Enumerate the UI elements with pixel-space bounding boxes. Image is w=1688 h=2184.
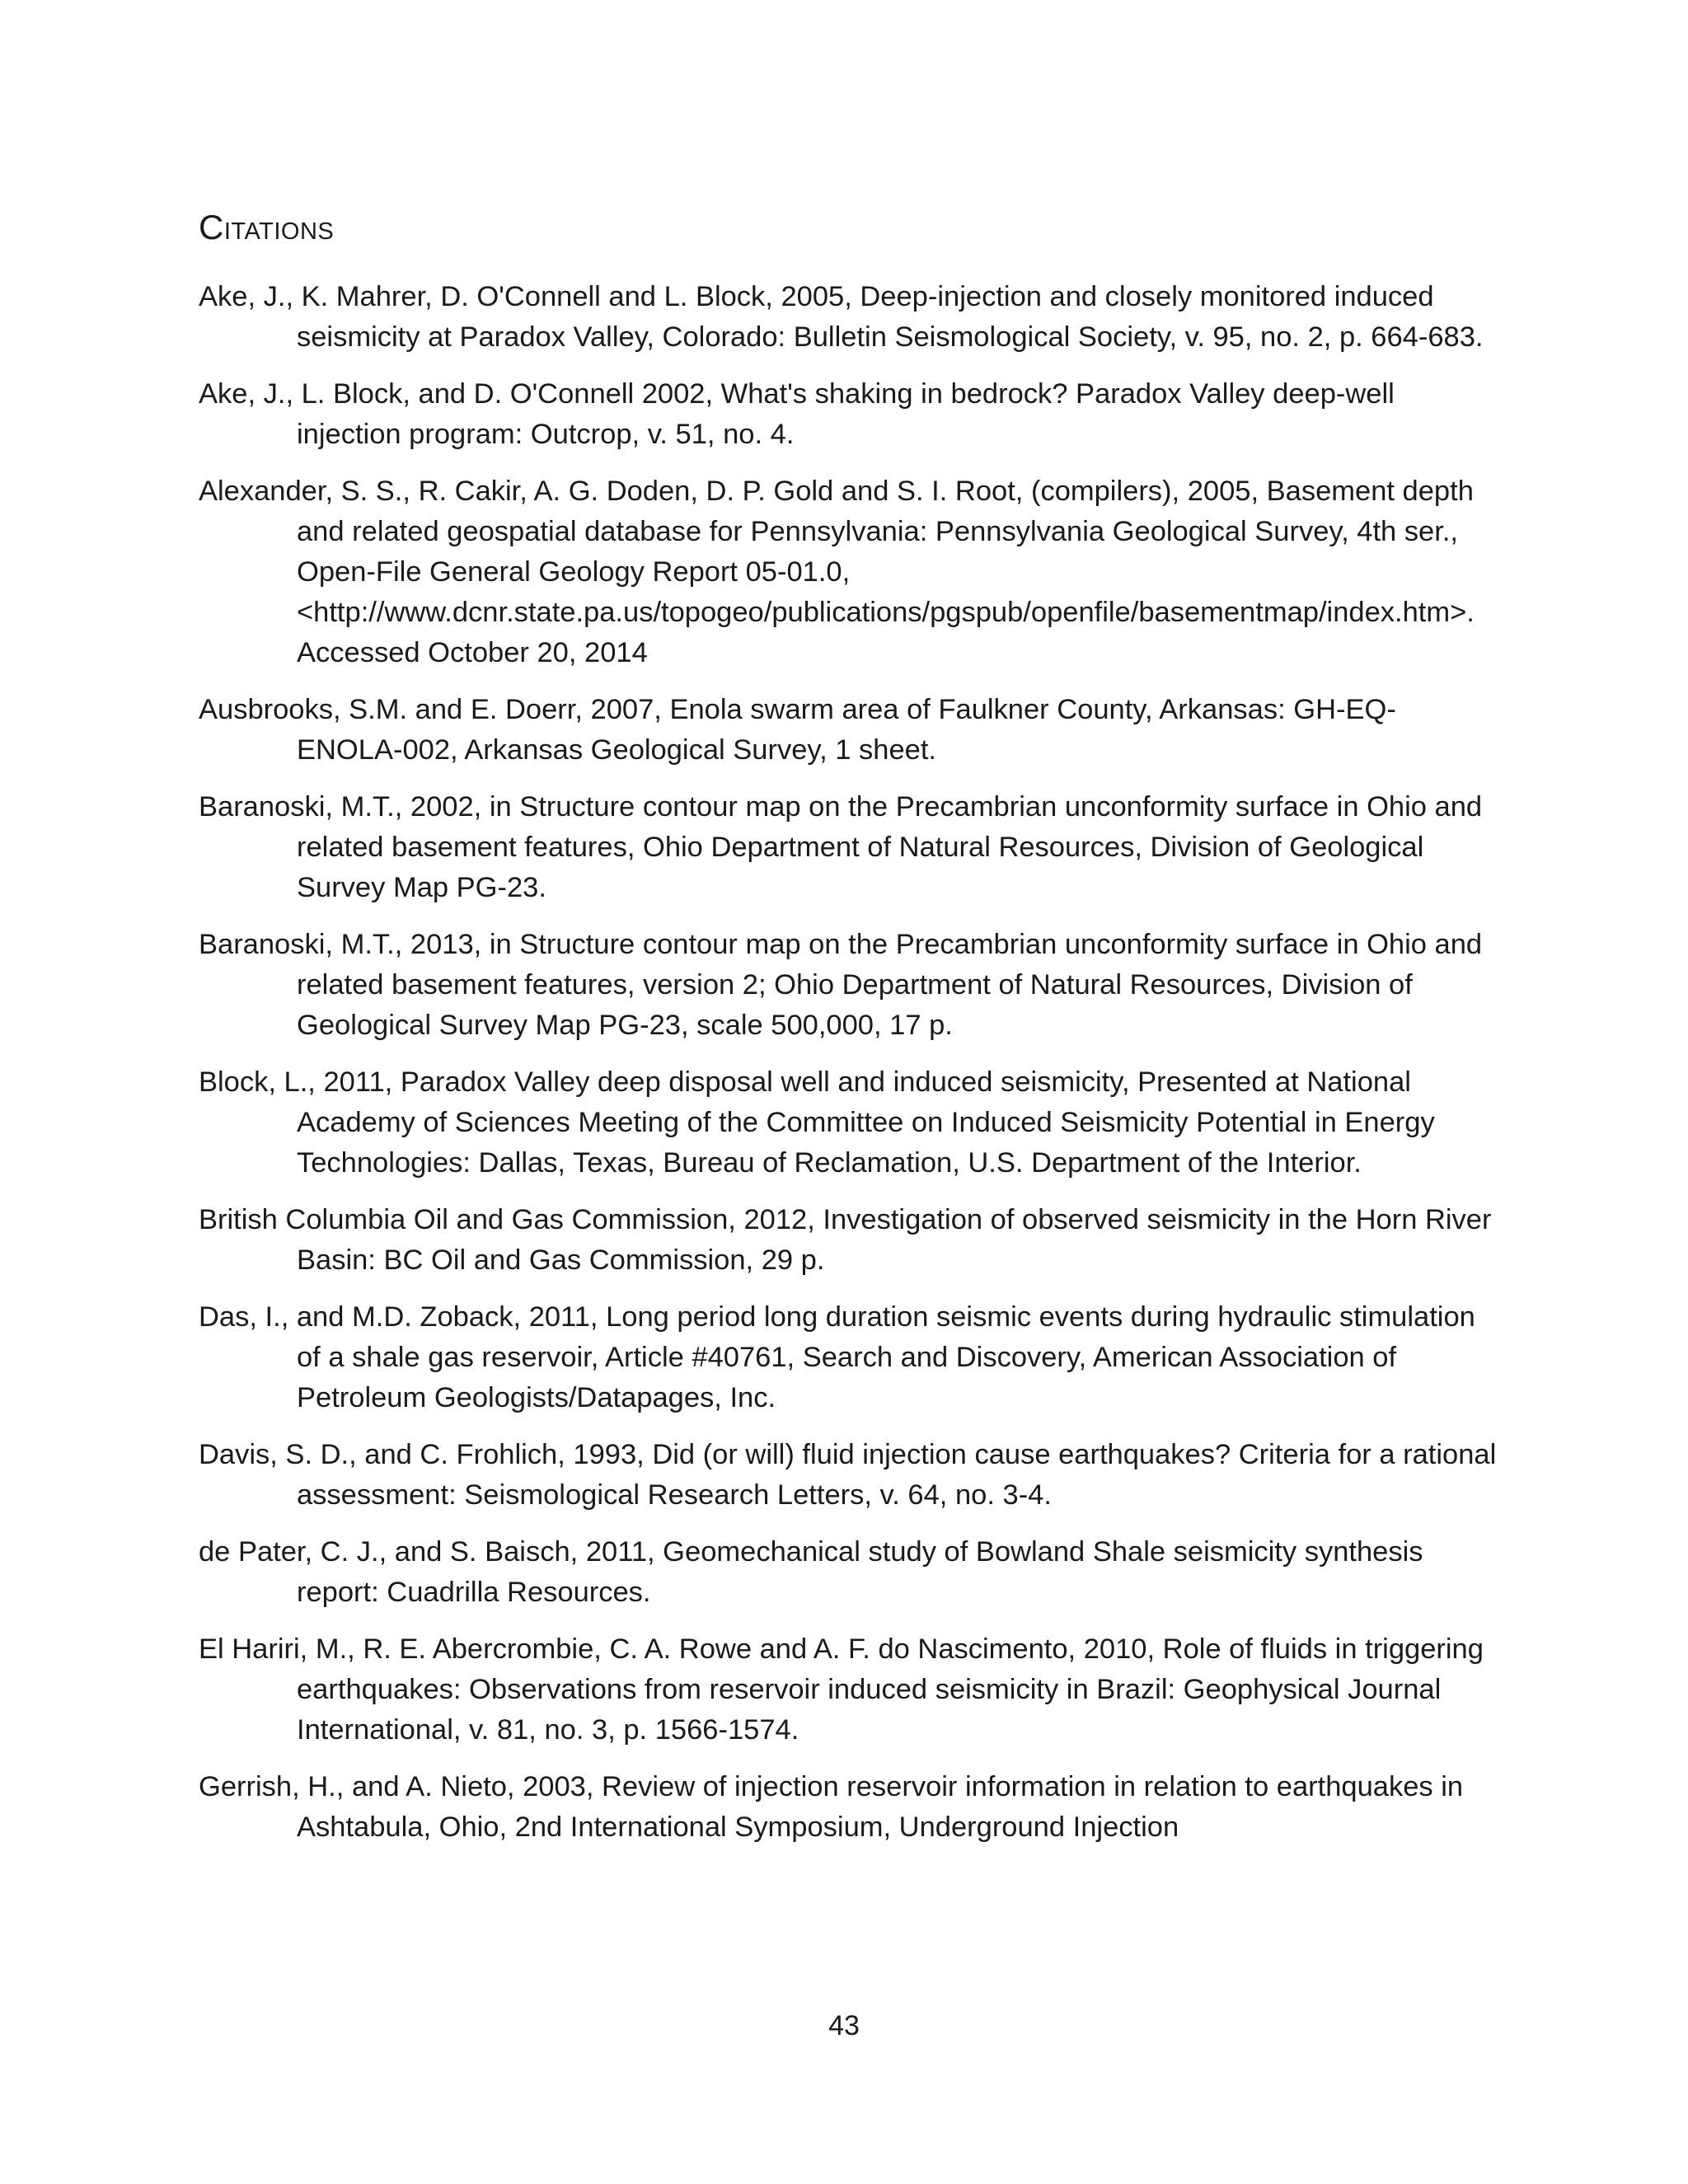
citation-item: Das, I., and M.D. Zoback, 2011, Long period long duration seismic events during hydraulic stimulation of a shale gas reservoir, Article #40761, Search and Discovery, American Association of Petroleum Geologists/Datapages, Inc. (199, 1301, 1475, 1413)
citation-item: Alexander, S. S., R. Cakir, A. G. Doden, D. P. Gold and S. I. Root, (compilers), 2005, Basement depth and related geospatial database for Pennsylvania: Pennsylvania Geological Survey, 4th ser., Open-File General Geology Report 05-01.0, <http://www.dcnr.state.pa.us/topogeo/publications/pgspub/openfile/basementmap/index.htm>. Accessed October 20, 2014 (199, 476, 1475, 668)
citation-list (199, 277, 1501, 1864)
section-heading: Citations (199, 208, 335, 246)
citation-item: Ausbrooks, S.M. and E. Doerr, 2007, Enola swarm area of Faulkner County, Arkansas: GH-EQ-ENOLA-002, Arkansas Geological Survey, 1 sheet. (199, 694, 1396, 766)
citation-item: El Hariri, M., R. E. Abercrombie, C. A. Rowe and A. F. do Nascimento, 2010, Role of fluids in triggering earthquakes: Observations from reservoir induced seismicity in Brazil: Geophysical Journal International, v. 81, no. 3, p. 1566-1574. (199, 1633, 1484, 1746)
page-number: 43 (828, 2010, 860, 2041)
citation-item: Baranoski, M.T., 2002, in Structure contour map on the Precambrian unconformity surface in Ohio and related basement features, Ohio Department of Natural Resources, Division of Geological Survey Map PG-23. (199, 791, 1483, 903)
citation-item: Block, L., 2011, Paradox Valley deep disposal well and induced seismicity, Presented at National Academy of Sciences Meeting of the Committee on Induced Seismicity Potential in Energy Technologies: Dallas, Texas, Bureau of Reclamation, U.S. Department of the Interior. (199, 1066, 1435, 1179)
citation-item: Baranoski, M.T., 2013, in Structure contour map on the Precambrian unconformity surface in Ohio and related basement features, version 2; Ohio Department of Natural Resources, Division of Geological Survey Map PG-23, scale 500,000, 17 p. (199, 929, 1483, 1041)
citation-item: Gerrish, H., and A. Nieto, 2003, Review of injection reservoir information in relation to earthquakes in Ashtabula, Ohio, 2nd International Symposium, Underground Injection (199, 1771, 1464, 1843)
citation-item: Ake, J., K. Mahrer, D. O'Connell and L. Block, 2005, Deep-injection and closely monitored induced seismicity at Paradox Valley, Colorado: Bulletin Seismological Society, v. 95, no. 2, p. 664-683. (199, 281, 1484, 353)
citation-item: de Pater, C. J., and S. Baisch, 2011, Geomechanical study of Bowland Shale seismicity synthesis report: Cuadrilla Resources. (199, 1536, 1423, 1608)
citation-item: British Columbia Oil and Gas Commission, 2012, Investigation of observed seismicity in the Horn River Basin: BC Oil and Gas Commission, 29 p. (199, 1204, 1492, 1276)
citation-item: Ake, J., L. Block, and D. O'Connell 2002, What's shaking in bedrock? Paradox Valley deep-well injection program: Outcrop, v. 51, no. 4. (199, 378, 1395, 450)
citation-item: Davis, S. D., and C. Frohlich, 1993, Did (or will) fluid injection cause earthquakes? Criteria for a rational assessment: Seismological Research Letters, v. 64, no. 3-4. (199, 1439, 1497, 1511)
